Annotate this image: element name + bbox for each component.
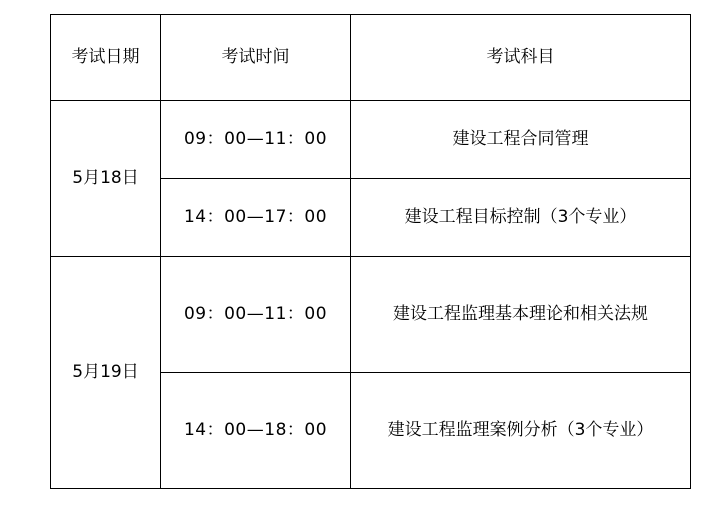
table-row: [51, 257, 691, 373]
cell-date-day1: 5月18日: [51, 101, 161, 257]
exam-schedule-table: [50, 14, 691, 489]
cell-date-day2: 5月19日: [51, 257, 161, 489]
cell-time-day1-afternoon: 14：00—17：00: [161, 179, 351, 257]
cell-subject-day1-morning: 建设工程合同管理: [351, 101, 691, 179]
cell-subject-day2-morning: 建设工程监理基本理论和相关法规: [351, 257, 691, 373]
table-row: [51, 101, 691, 179]
table-header-row: [51, 15, 691, 101]
column-header-subject: 考试科目: [351, 15, 691, 101]
cell-time-day2-afternoon: 14：00—18：00: [161, 373, 351, 489]
cell-time-day1-morning: 09：00—11：00: [161, 101, 351, 179]
cell-time-day2-morning: 09：00—11：00: [161, 257, 351, 373]
table-body: [51, 101, 691, 489]
cell-subject-day2-afternoon: 建设工程监理案例分析（3个专业）: [351, 373, 691, 489]
column-header-date: 考试日期: [51, 15, 161, 101]
column-header-time: 考试时间: [161, 15, 351, 101]
cell-subject-day1-afternoon: 建设工程目标控制（3个专业）: [351, 179, 691, 257]
table-header: [51, 15, 691, 101]
